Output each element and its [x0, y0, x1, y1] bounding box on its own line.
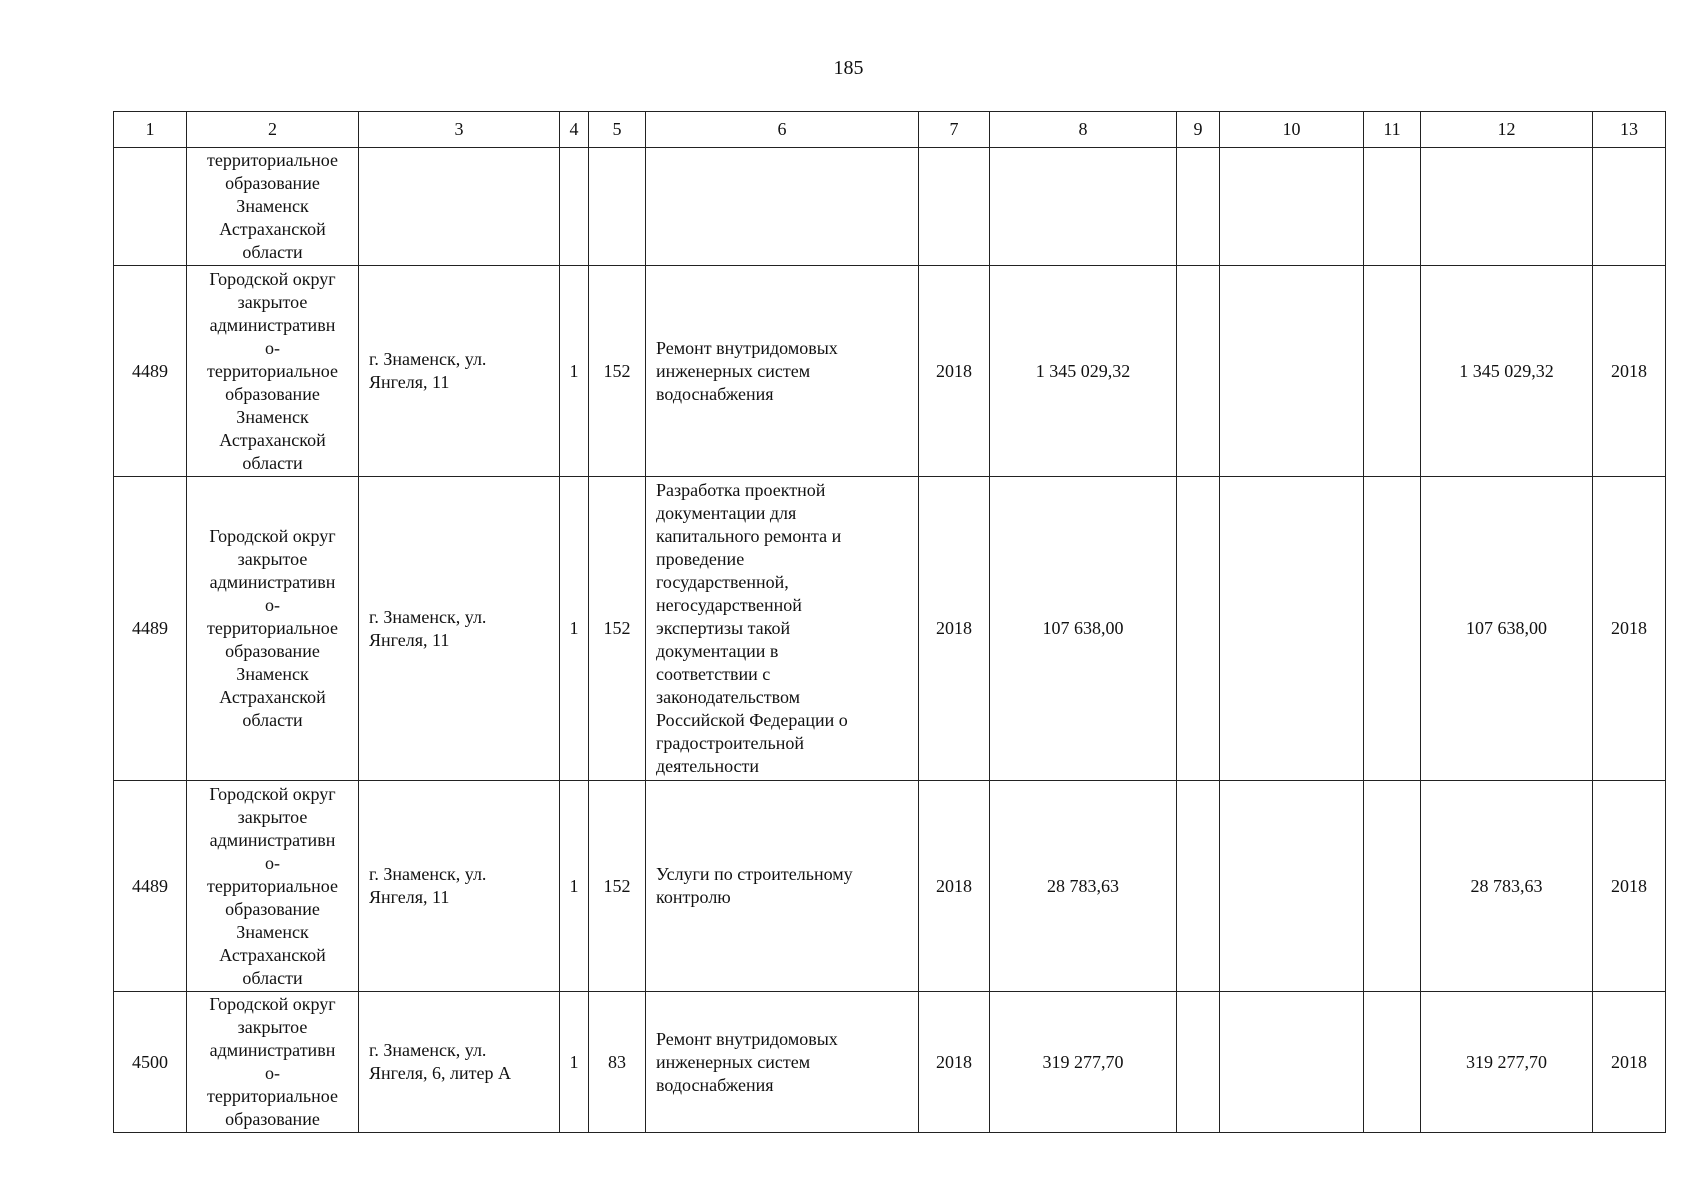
column-header: 7 [919, 112, 990, 148]
object-id-cell: 4489 [114, 781, 187, 992]
empty-cell [1177, 148, 1220, 266]
cell-line: государственной, [656, 572, 789, 592]
cell-line: Янгеля, 11 [369, 887, 450, 907]
column-header: 9 [1177, 112, 1220, 148]
object-id-cell: 4489 [114, 266, 187, 477]
cell-line: Астраханской [219, 687, 326, 707]
empty-cell [1220, 781, 1364, 992]
cell-line: градостроительной [656, 733, 804, 753]
object-id-cell: 4500 [114, 992, 187, 1133]
cell-line: водоснабжения [656, 1074, 774, 1095]
cell-line: о- [265, 852, 280, 873]
number-cell: 152 [589, 781, 646, 992]
empty-cell [1220, 992, 1364, 1133]
empty-cell [1364, 266, 1421, 477]
cell-line: Знаменск [236, 196, 309, 216]
cell-line: образование [225, 383, 320, 404]
year-cell: 2018 [919, 992, 990, 1133]
cell-line: инженерных систем [656, 1051, 811, 1072]
empty-cell [1364, 477, 1421, 781]
total-cost-cell: 319 277,70 [1421, 992, 1593, 1133]
count-cell [560, 148, 589, 266]
empty-cell [1177, 992, 1220, 1133]
cell-line: территориальное [207, 618, 338, 638]
cell-line: закрытое [237, 1017, 308, 1037]
empty-cell [1220, 477, 1364, 781]
empty-cell [1220, 266, 1364, 477]
table-body [114, 148, 1666, 1133]
cell-line: территориальное [207, 875, 338, 896]
registry-table [113, 111, 1666, 1133]
cell-line: документации в [656, 641, 779, 661]
cell-line: территориальное [207, 150, 338, 170]
cell-line: Астраханской [219, 944, 326, 965]
count-cell: 1 [560, 477, 589, 781]
cell-line: контролю [656, 887, 731, 907]
column-header: 3 [359, 112, 560, 148]
cell-line: Янгеля, 6, литер А [369, 1063, 512, 1083]
count-cell: 1 [560, 266, 589, 477]
cell-line: деятельности [656, 756, 760, 776]
cell-line: Разработка проектной [656, 480, 826, 500]
cell-line: административн [209, 1040, 336, 1060]
table-header-row [114, 112, 1666, 148]
number-cell: 152 [589, 266, 646, 477]
municipality-cell [187, 148, 359, 266]
object-id-cell [114, 148, 187, 266]
table-row [114, 992, 1666, 1133]
address-cell [359, 781, 560, 992]
cell-line: административн [209, 572, 336, 592]
end-year-cell [1593, 148, 1666, 266]
cell-line: капитального ремонта и [656, 526, 842, 546]
count-cell: 1 [560, 781, 589, 992]
address-cell [359, 266, 560, 477]
table-row [114, 266, 1666, 477]
work-type-cell [646, 148, 919, 266]
work-type-cell [646, 992, 919, 1133]
end-year-cell: 2018 [1593, 781, 1666, 992]
column-header: 10 [1220, 112, 1364, 148]
cell-line: Городской округ [209, 994, 336, 1014]
year-cell [919, 148, 990, 266]
cost-cell: 28 783,63 [990, 781, 1177, 992]
cell-line: проведение [656, 549, 745, 569]
cell-line: области [242, 710, 303, 730]
cell-line: территориальное [207, 360, 338, 381]
column-header: 11 [1364, 112, 1421, 148]
cell-line: территориальное [207, 1086, 338, 1106]
cell-line: административн [209, 314, 336, 335]
number-cell: 152 [589, 477, 646, 781]
number-cell: 83 [589, 992, 646, 1133]
empty-cell [1177, 781, 1220, 992]
empty-cell [1220, 148, 1364, 266]
cell-line: Ремонт внутридомовых [656, 1028, 838, 1049]
total-cost-cell: 28 783,63 [1421, 781, 1593, 992]
cell-line: административн [209, 829, 336, 850]
cell-line: Янгеля, 11 [369, 629, 450, 650]
cell-line: Астраханской [219, 429, 326, 450]
cell-line: законодательством [656, 687, 801, 707]
column-header: 4 [560, 112, 589, 148]
end-year-cell: 2018 [1593, 266, 1666, 477]
empty-cell [1364, 992, 1421, 1133]
year-cell: 2018 [919, 266, 990, 477]
cell-line: экспертизы такой [656, 618, 791, 638]
address-cell [359, 992, 560, 1133]
column-header: 2 [187, 112, 359, 148]
address-cell [359, 477, 560, 781]
work-type-cell [646, 477, 919, 781]
empty-cell [1177, 266, 1220, 477]
cell-line: о- [265, 595, 280, 615]
empty-cell [1364, 781, 1421, 992]
end-year-cell: 2018 [1593, 992, 1666, 1133]
table-row [114, 148, 1666, 266]
cell-line: Янгеля, 11 [369, 372, 450, 392]
work-type-cell [646, 266, 919, 477]
column-header: 1 [114, 112, 187, 148]
cell-line: области [242, 967, 303, 988]
cell-line: образование [225, 1109, 320, 1129]
year-cell: 2018 [919, 781, 990, 992]
municipality-cell [187, 992, 359, 1133]
cell-line: Ремонт внутридомовых [656, 337, 838, 358]
cell-line: Знаменск [236, 921, 309, 942]
cell-line: негосударственной [656, 595, 802, 615]
cell-line: закрытое [237, 291, 308, 312]
cell-line: г. Знаменск, ул. [369, 349, 487, 369]
count-cell: 1 [560, 992, 589, 1133]
table-row [114, 477, 1666, 781]
municipality-cell [187, 781, 359, 992]
cell-line: закрытое [237, 806, 308, 827]
column-header: 13 [1593, 112, 1666, 148]
cell-line: Городской округ [209, 268, 336, 289]
cell-line: о- [265, 1063, 280, 1083]
empty-cell [1177, 477, 1220, 781]
cell-line: Знаменск [236, 406, 309, 427]
cell-line: Услуги по строительному [656, 864, 853, 884]
page-number: 185 [833, 57, 864, 79]
column-header: 6 [646, 112, 919, 148]
total-cost-cell: 1 345 029,32 [1421, 266, 1593, 477]
cell-line: о- [265, 337, 280, 358]
cell-line: документации для [656, 503, 797, 523]
cost-cell: 319 277,70 [990, 992, 1177, 1133]
cell-line: области [242, 452, 303, 473]
cell-line: г. Знаменск, ул. [369, 1040, 487, 1060]
cell-line: г. Знаменск, ул. [369, 606, 487, 627]
municipality-cell [187, 266, 359, 477]
cell-line: Российской Федерации о [656, 710, 848, 730]
total-cost-cell [1421, 148, 1593, 266]
number-cell [589, 148, 646, 266]
cell-line: Городской округ [209, 783, 336, 804]
work-type-cell [646, 781, 919, 992]
object-id-cell: 4489 [114, 477, 187, 781]
cost-cell [990, 148, 1177, 266]
cell-line: Астраханской [219, 219, 326, 239]
cell-line: Знаменск [236, 664, 309, 684]
cell-line: водоснабжения [656, 383, 774, 404]
end-year-cell: 2018 [1593, 477, 1666, 781]
column-header: 5 [589, 112, 646, 148]
cost-cell: 107 638,00 [990, 477, 1177, 781]
cell-line: образование [225, 641, 320, 661]
municipality-cell [187, 477, 359, 781]
cell-line: области [242, 242, 303, 262]
cell-line: Городской округ [209, 526, 336, 546]
cell-line: закрытое [237, 549, 308, 569]
table-row [114, 781, 1666, 992]
empty-cell [1364, 148, 1421, 266]
cell-line: г. Знаменск, ул. [369, 864, 487, 884]
cell-line: инженерных систем [656, 360, 811, 381]
cell-line: образование [225, 173, 320, 193]
address-cell [359, 148, 560, 266]
column-header: 12 [1421, 112, 1593, 148]
year-cell: 2018 [919, 477, 990, 781]
cell-line: соответствии с [656, 664, 771, 684]
cost-cell: 1 345 029,32 [990, 266, 1177, 477]
column-header: 8 [990, 112, 1177, 148]
cell-line: образование [225, 898, 320, 919]
total-cost-cell: 107 638,00 [1421, 477, 1593, 781]
